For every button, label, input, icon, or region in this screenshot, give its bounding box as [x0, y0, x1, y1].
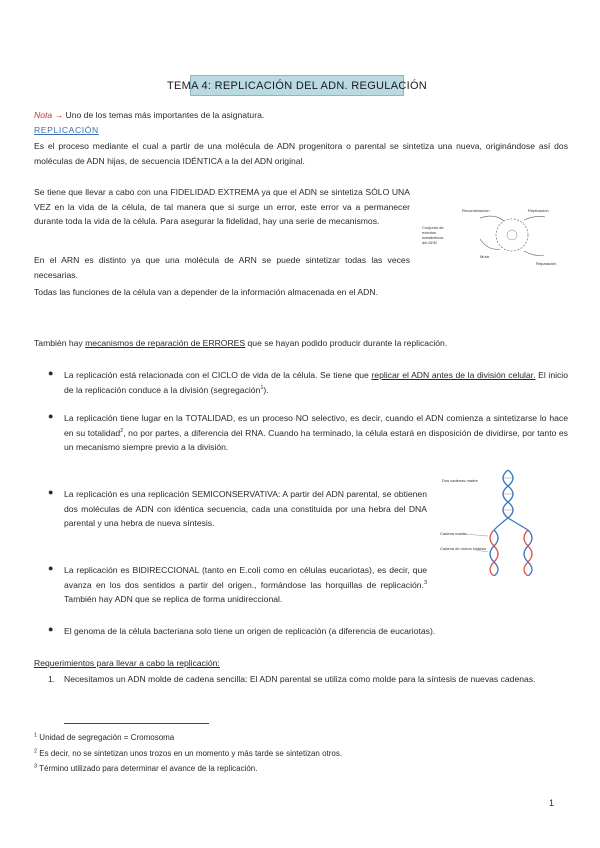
bullet-marker-2: ● [48, 411, 54, 421]
repair-paragraph [34, 336, 568, 351]
bullet-2-end: , no por partes, a diferencia del RNA. Cuando ha terminado, la célula estará en disposición de dividirse, por tanto es un mecanismo siempre previo a la división. [64, 427, 568, 453]
bullet-4 [64, 563, 427, 607]
page-number: 1 [549, 798, 555, 808]
diagram2-pointer-1 [464, 534, 488, 536]
diagram1-left-label-3: metabólicos [422, 235, 444, 240]
bullet-marker-5: ● [48, 624, 54, 634]
footnote-2-text: Es decir, no se sintetizan unos trozos en un momento y más tarde se sintetizan otros. [37, 749, 343, 758]
bullet-1-underlined: replicar el ADN antes de la división celular. [371, 370, 536, 380]
diagram1-arrow-2 [524, 216, 545, 220]
bullet-marker-1: ● [48, 368, 54, 378]
repair-after: que se hayan podido producir durante la replicación. [245, 338, 448, 348]
bullet-4-end: También hay ADN que se replica de forma unidireccional. [64, 594, 283, 605]
bullet-4-sup: 3 [423, 579, 427, 586]
bullet-1-end: ). [263, 384, 269, 395]
footnote-3 [34, 764, 257, 773]
footnote-3-sup: 3 [34, 763, 38, 770]
diagram1-center [507, 230, 517, 240]
bullet-marker-4: ● [48, 563, 54, 573]
repair-underlined: mecanismos de reparación de ERRORES [85, 338, 246, 348]
dna-metabolism-diagram [420, 203, 570, 273]
bullet-2 [64, 411, 568, 455]
bullet-2-sup: 2 [120, 427, 124, 434]
bullet-1 [64, 368, 568, 397]
bullet-4-text: La replicación es BIDIRECCIONAL (tanto en E.coli como en células eucariotas), es decir, que avanza en los dos sentidos a partir del origen., formándose las horquillas de replicación. [64, 565, 427, 590]
footnote-2-sup: 2 [34, 748, 38, 755]
semiconservative-diagram [432, 468, 568, 576]
diagram2-top-label: Dos cadenas madre [442, 478, 478, 483]
right-daughter-old [524, 530, 532, 576]
fork-left [494, 518, 508, 530]
arn-paragraph: En el ARN es distinto ya que una molécula de ARN se puede sintetizar todas las veces necesarias. [34, 255, 410, 280]
footnote-separator [64, 723, 209, 724]
bullet-1-sup: 1 [260, 384, 264, 391]
note-text: Uno de los temas más importantes de la asignatura. [63, 110, 265, 120]
right-daughter-new [524, 530, 532, 576]
note-line [34, 110, 264, 120]
footnote-1-sup: 1 [34, 732, 38, 739]
left-daughter-new [490, 530, 498, 576]
diagram1-left-label-2: eventos [422, 230, 437, 235]
diagram1-left-label [422, 225, 445, 245]
diagram2-bottom-label: Cadena de nueva síntesis [440, 546, 487, 551]
requirement-1-number: 1. [48, 674, 56, 684]
footnote-1 [34, 733, 174, 742]
diagram1-repair-label: Reparación [536, 261, 557, 266]
requirements-heading: Requerimientos para llevar a cabo la replicación: [34, 658, 220, 668]
functions-paragraph: Todas las funciones de la célula van a depender de la información almacenada en el ADN. [34, 287, 378, 297]
note-label: Nota → [34, 110, 64, 120]
bullet-3: La replicación es una replicación SEMICONSERVATIVA: A partir del ADN parental, se obtienen dos moléculas de ADN con idéntica secuencia, cada una constituida por una hebra del DNA parental y una hebra de nueva síntesis. [64, 489, 427, 529]
fidelity-paragraph: Se tiene que llevar a cabo con una FIDELIDAD EXTREMA ya que el ADN se sintetiza SÓLO UNA VEZ en la vida de la célula, de tal manera que si surge un error, este error va a permanecer durante toda la vida de la célula. Para asegurar la fidelidad, hay una serie de mecanismos. [34, 187, 410, 227]
requirement-1-text: Necesitamos un ADN molde de cadena sencilla: El ADN parental se utiliza como molde para la síntesis de nuevas cadenas. [64, 674, 536, 684]
bullet-1-before: La replicación está relacionada con el CICLO de vida de la célula. Se tiene que [64, 370, 372, 380]
section-heading: REPLICACIÓN [34, 125, 99, 135]
footnote-1-text: Unidad de segregación = Cromosoma [37, 733, 175, 742]
diagram2-middle-label: Cadena madre [440, 531, 467, 536]
left-daughter-old [490, 530, 498, 576]
footnote-2 [34, 749, 342, 758]
diagram1-left-label-1: Conjunto de [422, 225, 444, 230]
bullet-5: El genoma de la célula bacteriana solo tiene un origen de replicación (a diferencia de eucariotas). [64, 626, 436, 636]
diagram1-replication-label: Replicación [528, 208, 549, 213]
diagram1-left-label-4: del ADN [422, 240, 437, 245]
diagram1-arrow-4 [480, 239, 500, 249]
intro-paragraph: Es el proceso mediante el cual a partir de una molécula de ADN progenitora o parental se sintetiza una nueva, originándose así dos moléculas de ADN hijas, de secuencia IDÉNTICA a la del ADN original. [34, 141, 568, 166]
repair-before: También hay [34, 338, 86, 348]
diagram1-arrow-1 [480, 216, 504, 221]
page-title: TEMA 4: REPLICACIÓN DEL ADN. REGULACIÓN [190, 75, 404, 96]
diagram1-cycle [496, 219, 528, 251]
footnote-3-text: Término utilizado para determinar el avance de la replicación. [37, 764, 258, 773]
bullet-marker-3: ● [48, 487, 54, 497]
diagram1-arrow-3 [524, 251, 544, 256]
diagram1-recombination-label: Recombinación [462, 208, 490, 213]
bullet-1-after: El inicio de la replicación conduce a la división (segregación [64, 370, 568, 395]
bullet-2-text: La replicación tiene lugar en la TOTALIDAD, es un proceso NO selectivo, es decir, cuando el ADN comienza a sintetizarse lo hace en su totalidad [64, 413, 568, 438]
fork-right [508, 518, 528, 530]
diagram1-mutation-label: Muta [480, 254, 489, 259]
